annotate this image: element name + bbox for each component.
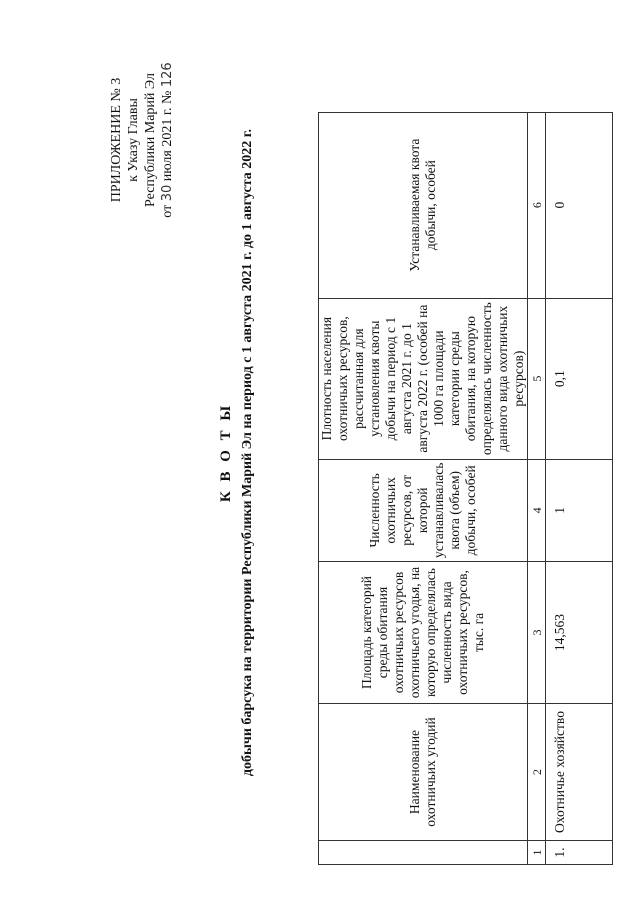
- document-title: К В О Т Ы: [218, 402, 234, 503]
- population-density: 0,1: [546, 298, 613, 459]
- header-cell-5: Плотность населения охотничьих ресурсов, рассчитанная для установления квоты добычи на период с 1 августа 2021 г. до 1 августа 2022 г. (особей на 1000 га площади категории среды обитания, на которую определялась численность данного вида охотничьих ресурсов): [319, 298, 528, 459]
- column-number: 6: [528, 112, 546, 298]
- appendix-republic: Республики Марий Эл: [143, 73, 158, 207]
- harvest-quota: 0: [546, 112, 613, 298]
- table-header-row: [319, 112, 528, 864]
- habitat-area: 14,563: [546, 562, 613, 704]
- appendix-header: [108, 40, 176, 240]
- population-count: 1: [546, 459, 613, 561]
- column-number: 1: [528, 841, 546, 865]
- date-prefix: от: [160, 204, 175, 218]
- appendix-number: ПРИЛОЖЕНИЕ № 3: [109, 77, 124, 203]
- table-number-row: [528, 112, 546, 864]
- header-cell-6: Устанавливаемая квота добычи, особей: [319, 112, 528, 298]
- column-number: 3: [528, 562, 546, 704]
- hunting-ground-name: Охотничье хозяйство: [546, 704, 613, 841]
- date-rest: июля 2021 г. №: [160, 90, 175, 182]
- header-cell-4: Численность охотничьих ресурсов, от которой устанавливалась квота (объем) добычи, особей: [319, 459, 528, 561]
- date-day: 30: [160, 184, 175, 202]
- document-subtitle: добычи барсука на территории Республики Марий Эл на период с 1 августа 2021 г. до 1 августа 2022 г.: [240, 128, 255, 777]
- appendix-reference: к Указу Главы: [126, 98, 141, 182]
- appendix-date: [159, 40, 176, 240]
- row-index: 1.: [546, 841, 613, 865]
- decree-number: 126: [160, 62, 175, 88]
- quota-table: [318, 112, 613, 865]
- column-number: 2: [528, 704, 546, 841]
- table-row: [546, 112, 613, 864]
- header-cell-2: Наименование охотничьих угодий: [319, 704, 528, 841]
- header-cell-3: Площадь категорий среды обитания охотничьих ресурсов охотничьего угодья, на которую определялась численность вида охотничьих ресурсов, тыс. га: [319, 562, 528, 704]
- column-number: 4: [528, 459, 546, 561]
- header-cell-1: [319, 841, 528, 865]
- column-number: 5: [528, 298, 546, 459]
